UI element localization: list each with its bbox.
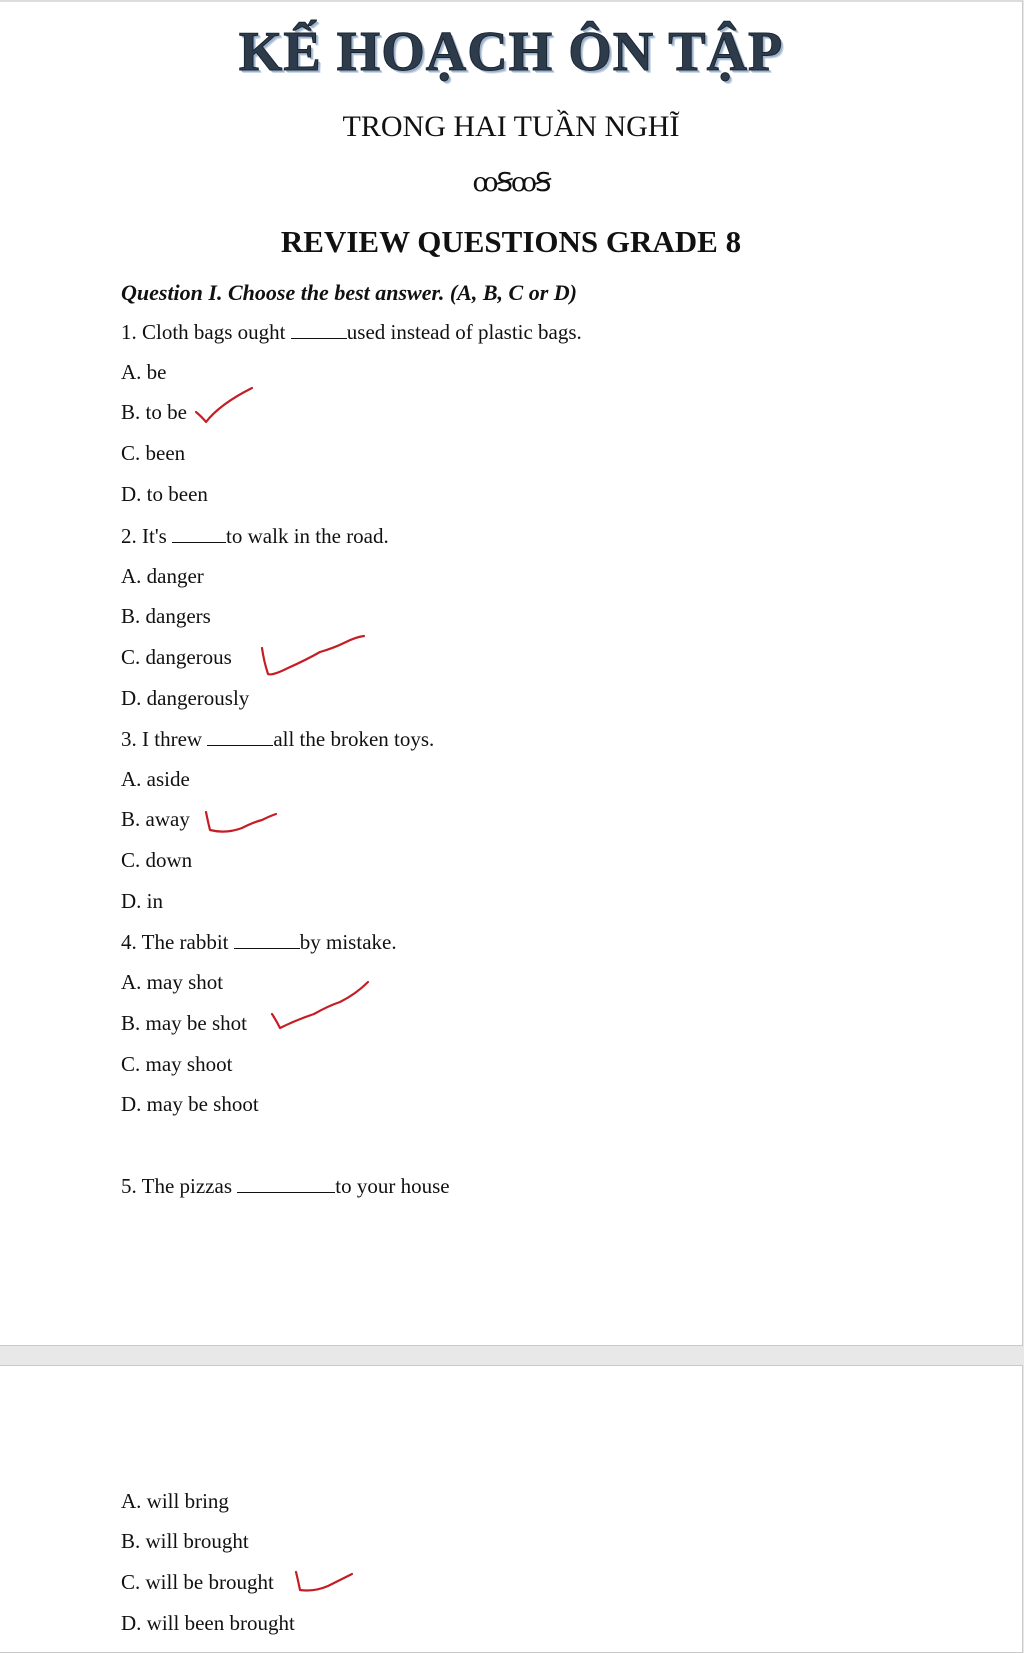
- red-checkmark-icon: [270, 978, 372, 1034]
- option-3b: B. away: [121, 807, 190, 831]
- option-3d: D. in: [121, 889, 163, 913]
- option-2c: C. dangerous: [121, 645, 232, 669]
- question-3-stem: [121, 727, 434, 752]
- question-instruction: Question I. Choose the best answer. (A, B, C or D): [121, 280, 577, 305]
- question-3-suffix: all the broken toys.: [273, 727, 435, 751]
- question-5-suffix: to your house: [335, 1174, 450, 1198]
- option-1c: C. been: [121, 441, 186, 465]
- question-4-prefix: 4. The rabbit: [121, 930, 234, 954]
- question-1-prefix: 1. Cloth bags ought: [121, 320, 291, 344]
- option-5c: C. will be brought: [121, 1570, 274, 1594]
- answer-blank: [172, 524, 226, 543]
- option-4b: B. may be shot: [121, 1011, 247, 1035]
- option-3c: C. down: [121, 848, 193, 872]
- section-title: REVIEW QUESTIONS GRADE 8: [280, 224, 742, 259]
- answer-blank: [291, 320, 347, 339]
- option-5a: A. will bring: [121, 1489, 229, 1513]
- document-title: KẾ HOẠCH ÔN TẬP: [238, 21, 784, 83]
- answer-blank: [234, 930, 300, 949]
- ornament-divider: ꝏꞨꝏꞨ: [472, 168, 550, 198]
- red-checkmark-icon: [194, 384, 254, 424]
- option-4c: C. may shoot: [121, 1052, 233, 1076]
- question-2-prefix: 2. It's: [121, 524, 173, 548]
- question-5-stem: [121, 1174, 450, 1199]
- question-5-prefix: 5. The pizzas: [121, 1174, 238, 1198]
- question-3-prefix: 3. I threw: [121, 727, 208, 751]
- option-5b: B. will brought: [121, 1529, 249, 1553]
- option-4a: A. may shot: [121, 970, 224, 994]
- answer-blank: [207, 727, 273, 746]
- red-checkmark-icon: [204, 808, 280, 838]
- question-2-suffix: to walk in the road.: [226, 524, 389, 548]
- option-4d: D. may be shoot: [121, 1092, 259, 1116]
- option-5d: D. will been brought: [121, 1611, 295, 1635]
- red-checkmark-icon: [258, 632, 368, 680]
- question-4-suffix: by mistake.: [299, 930, 397, 954]
- red-checkmark-icon: [294, 1566, 356, 1598]
- option-2d: D. dangerously: [121, 686, 250, 710]
- option-1d: D. to been: [121, 482, 208, 506]
- option-2a: A. danger: [121, 564, 204, 588]
- answer-blank: [237, 1174, 335, 1193]
- option-1b: B. to be: [121, 400, 187, 424]
- option-1a: A. be: [121, 360, 167, 384]
- document-subtitle: TRONG HAI TUẦN NGHĨ: [342, 110, 680, 143]
- question-1-suffix: used instead of plastic bags.: [346, 320, 582, 344]
- option-3a: A. aside: [121, 767, 190, 791]
- question-2-stem: [121, 524, 389, 549]
- option-2b: B. dangers: [121, 604, 211, 628]
- question-4-stem: [121, 930, 397, 955]
- question-1-stem: [121, 320, 582, 345]
- document-page-2: [0, 1365, 1023, 1653]
